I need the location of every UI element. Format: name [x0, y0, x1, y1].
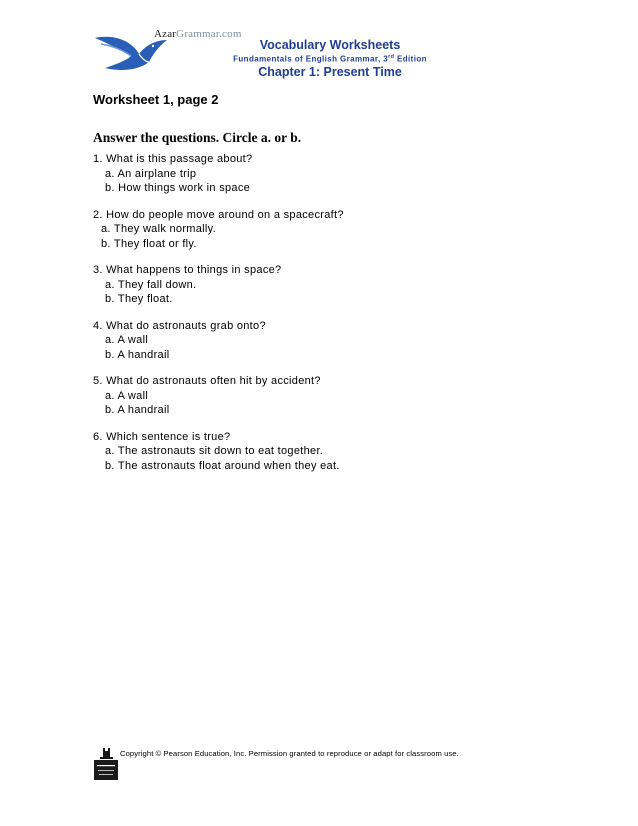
header-chapter: Chapter 1: Present Time	[258, 65, 402, 79]
question-item	[93, 208, 563, 252]
worksheet-title: Worksheet 1, page 2	[93, 92, 219, 107]
option-a: a. A wall	[105, 334, 149, 346]
question-list	[93, 152, 563, 485]
question-text: 4. What do astronauts grab onto?	[93, 319, 266, 332]
question-text: 2. How do people move around on a spacecraft?	[93, 208, 344, 221]
option-a: a. An airplane trip	[105, 167, 197, 180]
option-b: b. They float.	[105, 293, 173, 305]
header-subtitle	[225, 54, 435, 64]
question-text: 5. What do astronauts often hit by accident?	[93, 375, 321, 387]
pearson-longman-logo-icon	[94, 746, 118, 780]
option-a: a. They walk normally.	[101, 223, 217, 235]
copyright-footer: Copyright © Pearson Education, Inc. Permission granted to reproduce or adapt for classroom use.	[120, 749, 459, 758]
question-item	[93, 374, 563, 418]
option-b: b. The astronauts float around when they eat.	[105, 459, 340, 472]
option-a: a. They fall down.	[105, 278, 197, 291]
option-a: a. The astronauts sit down to eat together.	[105, 445, 324, 457]
option-b: b. How things work in space	[105, 182, 251, 194]
option-b: b. A handrail	[105, 348, 170, 361]
option-a: a. A wall	[105, 389, 149, 402]
question-text: 3. What happens to things in space?	[93, 264, 282, 276]
subtitle-edition: Edition	[394, 54, 427, 64]
brand-azar: Azar	[154, 28, 177, 40]
instructions: Answer the questions. Circle a. or b.	[93, 130, 302, 145]
question-text: 1. What is this passage about?	[93, 153, 253, 165]
subtitle-sup: rd	[388, 54, 395, 60]
option-b: b. A handrail	[105, 404, 170, 416]
option-b: b. They float or fly.	[101, 237, 197, 250]
header-title: Vocabulary Worksheets	[259, 38, 401, 52]
question-item	[93, 319, 563, 363]
subtitle-text: Fundamentals of English Grammar, 3	[233, 54, 389, 64]
question-item	[93, 430, 563, 474]
question-text: 6. Which sentence is true?	[93, 430, 231, 443]
question-item	[93, 263, 563, 307]
question-item	[93, 152, 563, 196]
brand-grammar: Grammar.com	[176, 28, 242, 40]
